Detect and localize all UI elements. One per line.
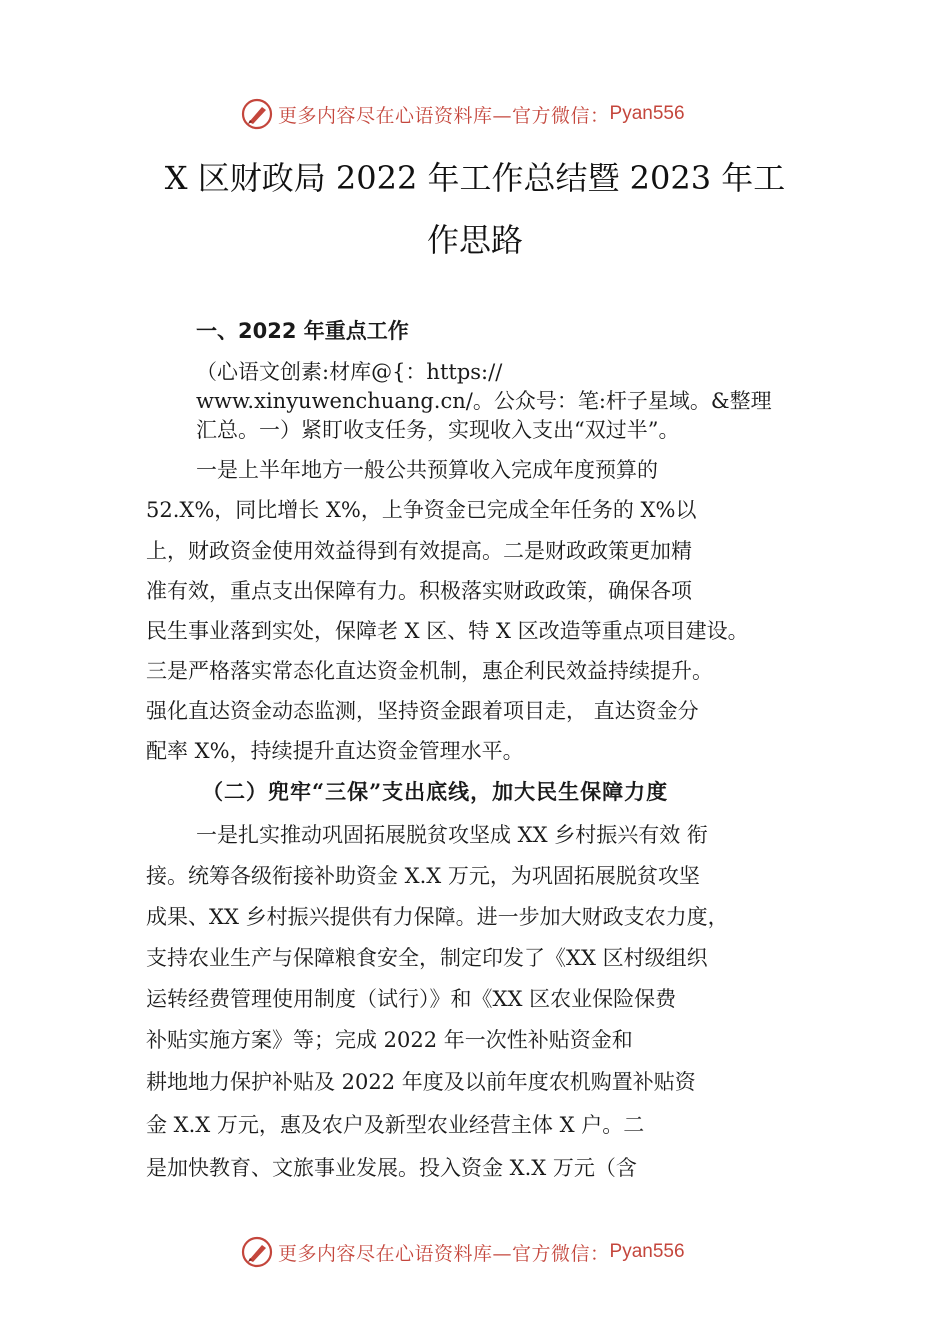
body-line: 民生事业落到实处，保障老 X 区、特 X 区改造等重点项目建设。 (146, 619, 749, 643)
watermark-banner-top (240, 96, 685, 132)
watermark-wechat-id: Pyan556 (609, 103, 685, 124)
body-line: 三是严格落实常态化直达资金机制，惠企利民效益持续提升。 (146, 659, 713, 683)
watermark-banner-bottom (240, 1234, 685, 1270)
body-line: 成果、XX 乡村振兴提供有力保障。进一步加大财政支农力度， (146, 905, 729, 929)
body-line: 支持农业生产与保障粮食安全，制定印发了《XX 区村级组织 (146, 946, 708, 970)
body-line: 强化直达资金动态监测，坚持资金跟着项目走， 直达资金分 (146, 699, 699, 723)
document-title-line1: X 区财政局 2022 年工作总结暨 2023 年工 (164, 159, 786, 197)
pen-logo-icon (240, 97, 274, 131)
body-line: （心语文创素:材库@{：https:// (196, 360, 503, 384)
pen-logo-icon (240, 1235, 274, 1269)
body-line: 准有效，重点支出保障有力。积极落实财政政策，确保各项 (146, 579, 692, 603)
body-line: 汇总。一）紧盯收支任务，实现收入支出“双过半”。 (196, 418, 680, 442)
watermark-wechat-id: Pyan556 (609, 1241, 685, 1262)
subsection-heading: （二）兜牢“三保”支出底线，加大民生保障力度 (202, 779, 669, 804)
body-line: 配率 X%，持续提升直达资金管理水平。 (146, 739, 524, 763)
body-line: 补贴实施方案》等；完成 2022 年一次性补贴资金和 (146, 1028, 633, 1052)
watermark-text: 更多内容尽在心语资料库—官方微信： (278, 104, 610, 127)
body-line: 运转经费管理使用制度（试行）》和《XX 区农业保险保费 (146, 987, 677, 1011)
body-line: 是加快教育、文旅事业发展。投入资金 X.X 万元（含 (146, 1156, 637, 1180)
document-title-line2: 作思路 (426, 221, 523, 259)
body-line: www.xinyuwenchuang.cn/。公众号：笔:杆子星域。&整理 (196, 389, 772, 413)
body-line: 接。统筹各级衔接补助资金 X.X 万元，为巩固拓展脱贫攻坚 (146, 864, 700, 888)
body-line: 耕地地力保护补贴及 2022 年度及以前年度农机购置补贴资 (146, 1070, 696, 1094)
watermark-text: 更多内容尽在心语资料库—官方微信： (278, 1242, 610, 1265)
section-heading: 一、2022 年重点工作 (196, 319, 409, 343)
body-line: 金 X.X 万元，惠及农户及新型农业经营主体 X 户。二 (146, 1113, 645, 1137)
body-line: 52.X%，同比增长 X%，上争资金已完成全年任务的 X%以 (146, 498, 697, 522)
body-line: 一是上半年地方一般公共预算收入完成年度预算的 (196, 458, 658, 482)
body-line: 一是扎实推动巩固拓展脱贫攻坚成 XX 乡村振兴有效 衔 (196, 823, 708, 847)
body-line: 上，财政资金使用效益得到有效提高。二是财政政策更加精 (146, 539, 692, 563)
